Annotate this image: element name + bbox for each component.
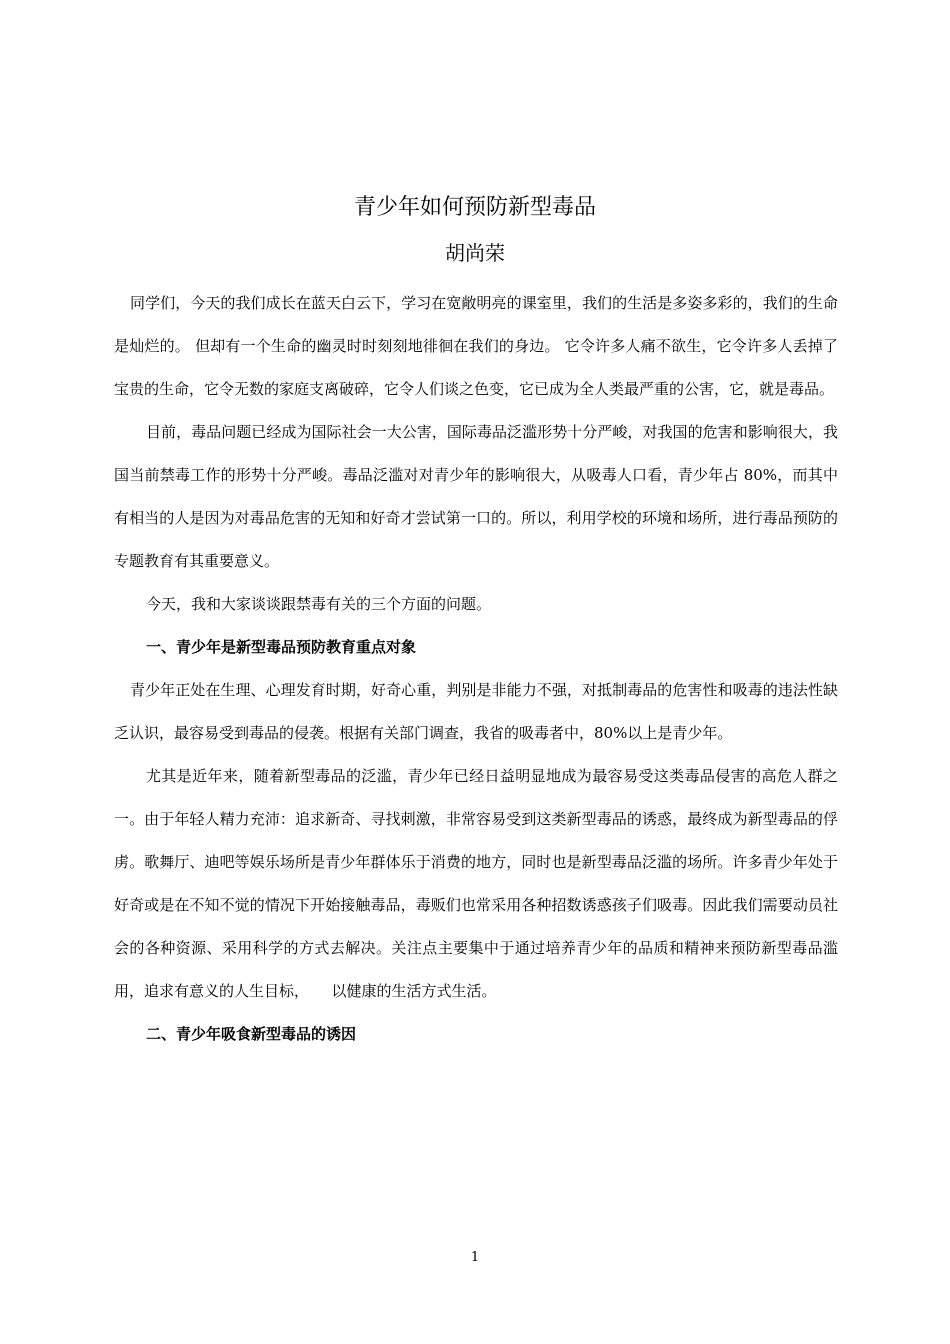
paragraph-intro: 同学们，今天的我们成长在蓝天白云下，学习在宽敞明亮的课室里，我们的生活是多姿多彩的，我们的生命是灿烂的。 但却有一个生命的幽灵时时刻刻地徘徊在我们的身边。 它令许多人痛不欲生，它令许多人丢掉了宝贵的生命，它令无数的家庭支离破碎，它令人们谈之色变，它已成为全人类最严重的公害，它，就是毒品。 (114, 294, 838, 398)
paragraph-current-situation: 目前，毒品问题已经成为国际社会一大公害，国际毒品泛滥形势十分严峻，对我国的危害和影响很大，我国当前禁毒工作的形势十分严峻。毒品泛滥对对青少年的影响很大，从吸毒人口看，青少年占 80%，而其中有相当的人是因为对毒品危害的无知和好奇才尝试第一口的。所以，利用学校的环境和场所，进行毒品预防的专题教育有其重要意义。 (114, 423, 838, 570)
page-number: 1 (470, 1250, 480, 1265)
section-heading-2: 二、青少年吸食新型毒品的诱因 (146, 1025, 357, 1043)
paragraph-topic-intro: 今天，我和大家谈谈跟禁毒有关的三个方面的问题。 (146, 595, 492, 613)
paragraph-youth-vulnerability: 青少年正处在生理、心理发育时期，好奇心重，判别是非能力不强，对抵制毒品的危害性和吸毒的违法性缺乏认识，最容易受到毒品的侵袭。根据有关部门调查，我省的吸毒者中，80%以上是青少年。 (114, 681, 838, 742)
document-title: 青少年如何预防新型毒品 (353, 195, 596, 220)
document-body (114, 282, 838, 1056)
section-heading-1: 一、青少年是新型毒品预防教育重点对象 (146, 638, 417, 656)
paragraph-new-drugs: 尤其是近年来，随着新型毒品的泛滥，青少年已经日益明显地成为最容易受这类毒品侵害的高危人群之一。由于年轻人精力充沛：追求新奇、寻找刺激，非常容易受到这类新型毒品的诱惑，最终成为新型毒品的俘虏。歌舞厅、迪吧等娱乐场所是青少年群体乐于消费的地方，同时也是新型毒品泛滥的场所。许多青少年处于好奇或是在不知不觉的情况下开始接触毒品，毒贩们也常采用各种招数诱惑孩子们吸毒。因此我们需要动员社会的各种资源、采用科学的方式去解决。关注点主要集中于通过培养青少年的品质和精神来预防新型毒品滥用，追求有意义的人生目标， 以健康的生活方式生活。 (114, 767, 838, 1000)
document-author: 胡尚荣 (445, 241, 505, 265)
